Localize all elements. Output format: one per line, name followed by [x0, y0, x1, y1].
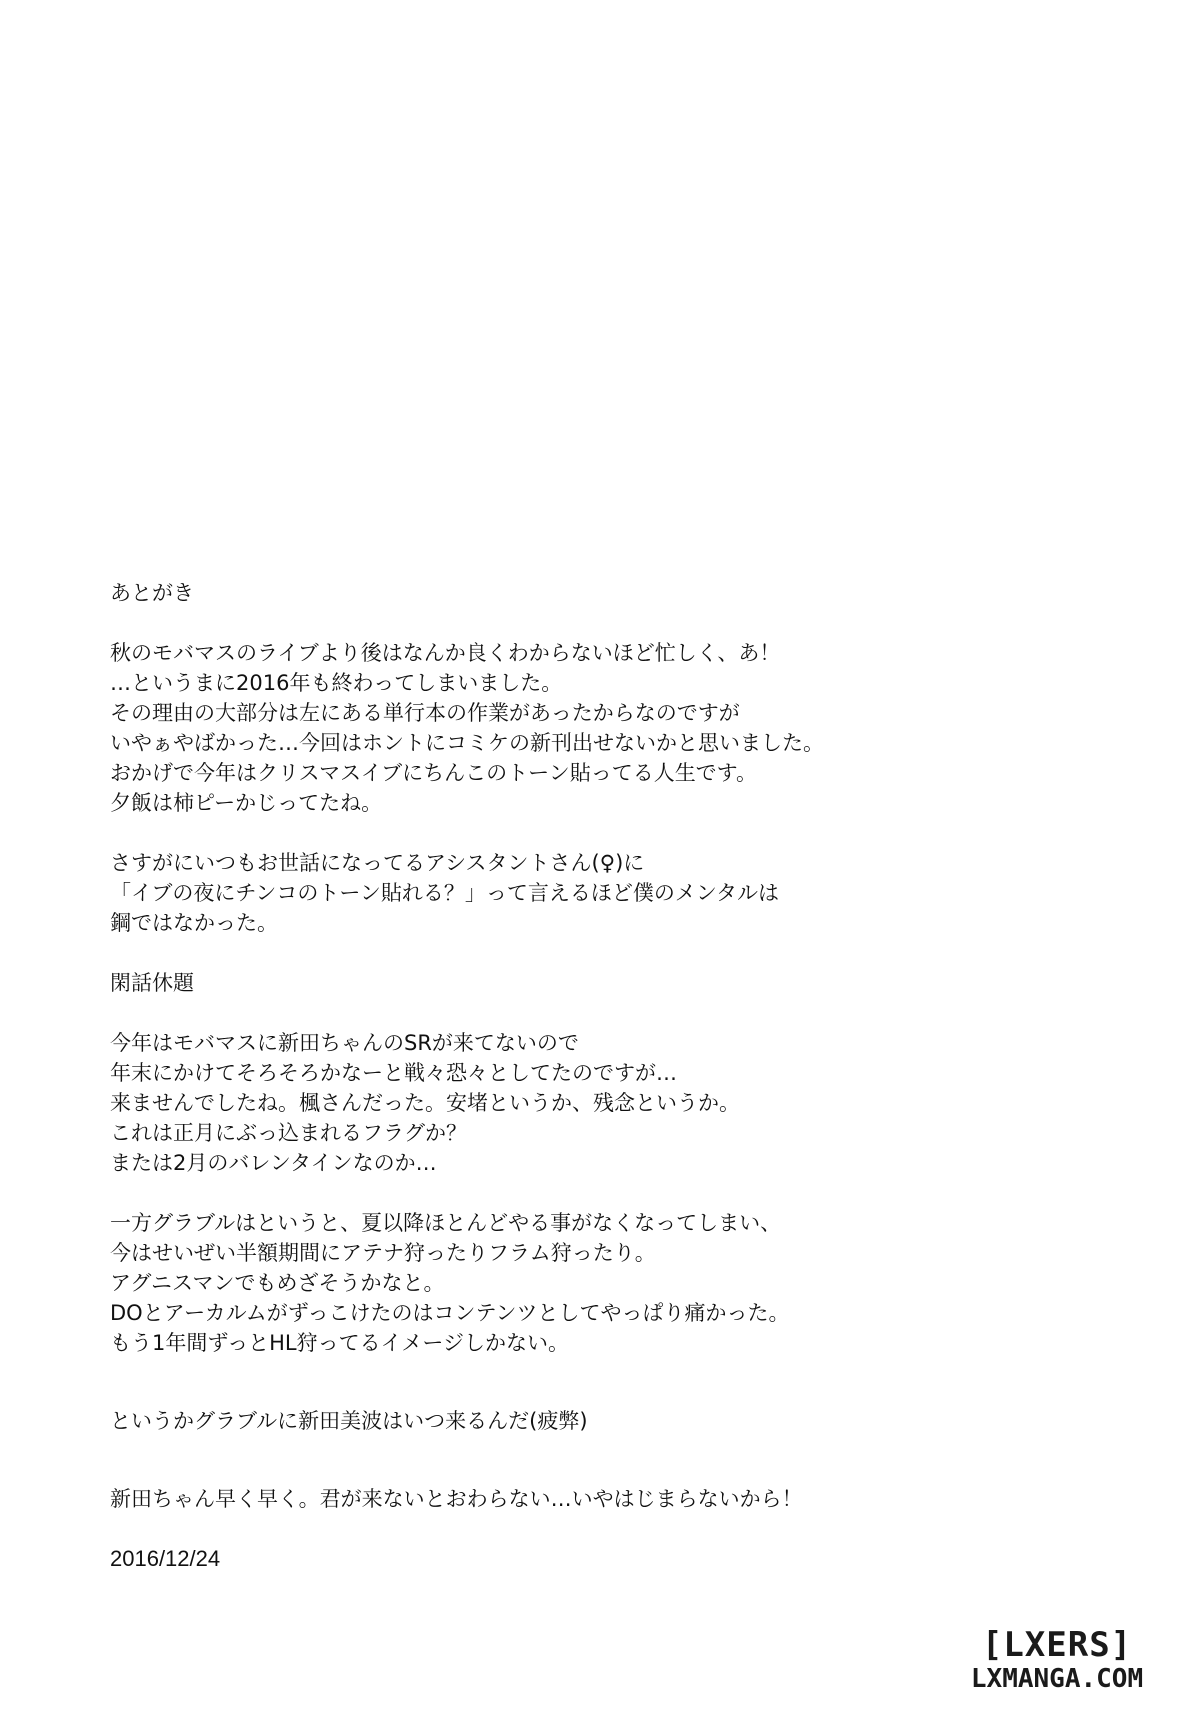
- paragraph-1: [110, 638, 1110, 818]
- text-line: または2月のバレンタインなのか…: [110, 1151, 437, 1175]
- paragraph-3: [110, 1028, 1110, 1178]
- text-line: 来ませんでしたね。楓さんだった。安堵というか、残念というか。: [110, 1091, 740, 1115]
- watermark-logo: [LXERS]: [981, 1625, 1133, 1665]
- afterword-title: あとがき: [110, 581, 194, 605]
- text-line: 鋼ではなかった。: [110, 911, 278, 935]
- text-line: これは正月にぶっ込まれるフラグか？: [110, 1121, 467, 1145]
- text-line: 夕飯は柿ピーかじってたね。: [110, 791, 383, 815]
- paragraph-2: [110, 848, 1110, 938]
- text-line: 秋のモバマスのライブより後はなんか良くわからないほど忙しく、あ！: [110, 641, 781, 665]
- interlude-title: 閑話休題: [110, 971, 194, 995]
- paragraph-6: 新田ちゃん早く早く。君が来ないとおわらない…いやはじまらないから！: [110, 1487, 803, 1511]
- text-line: 今はせいぜい半額期間にアテナ狩ったりフラム狩ったり。: [110, 1241, 656, 1265]
- text-line: 一方グラブルはというと、夏以降ほとんどやる事がなくなってしまい、: [110, 1211, 782, 1235]
- text-line: …というまに2016年も終わってしまいました。: [110, 671, 563, 695]
- text-line: 年末にかけてそろそろかなーと戦々恐々としてたのですが…: [110, 1061, 677, 1085]
- text-line: もう1年間ずっとHL狩ってるイメージしかない。: [110, 1331, 569, 1355]
- text-line: アグニスマンでもめざそうかなと。: [110, 1271, 445, 1295]
- paragraph-4: [110, 1208, 1110, 1358]
- afterword-text: [110, 578, 1110, 1574]
- text-line: DOとアーカルムがずっこけたのはコンテンツとしてやっぱり痛かった。: [110, 1301, 790, 1325]
- text-line: 今年はモバマスに新田ちゃんのSRが来てないので: [110, 1031, 579, 1055]
- date-signature: 2016/12/24: [110, 1546, 221, 1571]
- text-line: その理由の大部分は左にある単行本の作業があったからなのですが: [110, 701, 740, 725]
- text-line: 「イブの夜にチンコのトーン貼れる？」って言えるほど僕のメンタルは: [110, 881, 780, 905]
- site-watermark: [942, 1626, 1172, 1694]
- text-line: さすがにいつもお世話になってるアシスタントさん(♀)に: [110, 851, 645, 875]
- paragraph-5: というかグラブルに新田美波はいつ来るんだ(疲弊): [110, 1409, 588, 1433]
- watermark-url: LXMANGA.COM: [970, 1664, 1144, 1694]
- text-line: おかげで今年はクリスマスイブにちんこのトーン貼ってる人生です。: [110, 761, 758, 785]
- text-line: いやぁやばかった…今回はホントにコミケの新刊出せないかと思いました。: [110, 731, 824, 755]
